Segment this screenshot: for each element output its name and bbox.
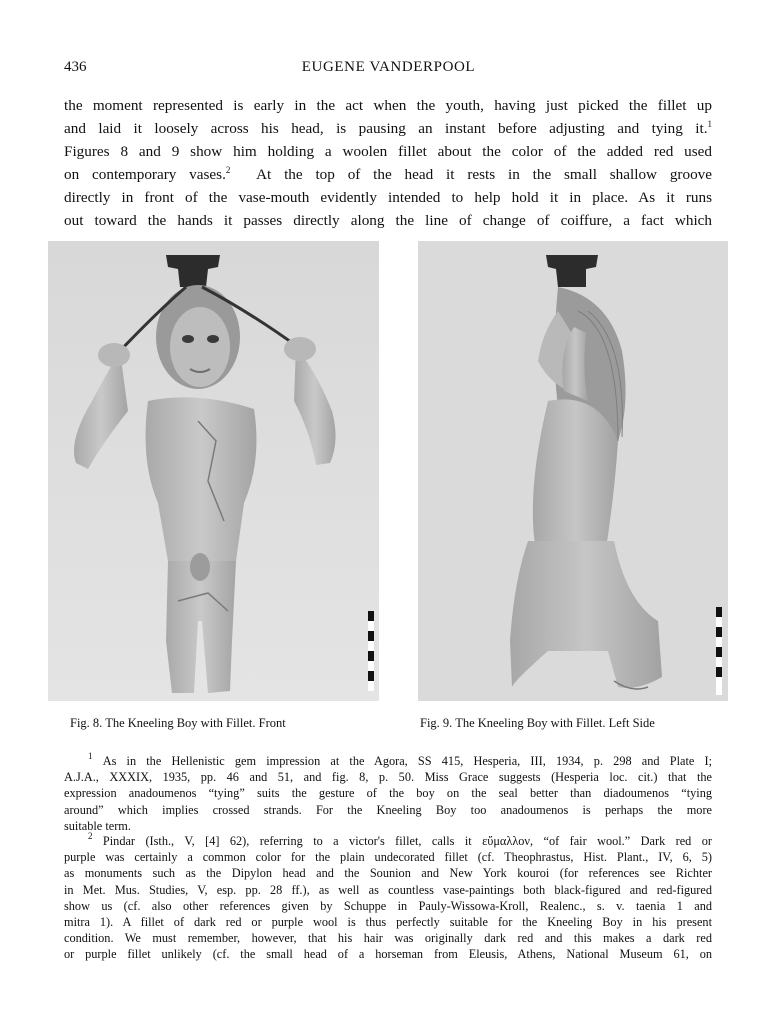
- footnote-line: suitable term.: [64, 818, 131, 833]
- body-line: out toward the hands it passes directly along the line of change of coiffure, a fact which: [64, 212, 712, 229]
- footnote-line: condition. We must remember, however, that his hair was originally dark red and this makes a dark red: [64, 931, 712, 946]
- footnote-line: expression anadoumenos “tying” suits the gesture of the boy on the seal better than diadoumenos “tying: [64, 786, 712, 801]
- body-line: Figures 8 and 9 show him holding a woolen fillet about the color of the added red used: [64, 143, 712, 160]
- footnote-line: mitra 1). A fillet of dark red or purple wool is thus perfectly suitable for the Kneeling Boy in his present: [64, 915, 712, 930]
- footnote-1: [64, 753, 712, 834]
- footnote-2: [64, 833, 712, 963]
- footnote-line: around” which implies crossed strands. For the Kneeling Boy too anadoumenos is perhaps the more: [64, 802, 712, 817]
- footnote-line: or purple fillet unlikely (cf. the small head of a horseman from Eleusis, Athens, National Museum 61, on: [64, 947, 712, 962]
- body-line: directly in front of the vase-mouth evidently intended to help hold it in place. As it runs: [64, 189, 712, 206]
- footnote-line: $^1$ As in the Hellenistic gem impression at the Agora, SS 415, Hesperia, III, 1934, p. 298 and Plate I;: [88, 751, 713, 768]
- body-line: the moment represented is early in the act when the youth, having just picked the fillet up: [64, 97, 712, 114]
- footnote-ref-1[interactable]: 1: [707, 119, 712, 129]
- footnote-line: $^2$ Pindar (Isth., V, [4] 62), referring to a victor's fillet, calls it εὔμαλλον, “of fair wool.” Dark red or: [88, 831, 712, 848]
- running-head-author: EUGENE VANDERPOOL: [301, 59, 476, 75]
- footnote-marker: 1: [88, 751, 93, 761]
- body-text: [64, 94, 712, 232]
- figure-9-caption: Fig. 9. The Kneeling Boy with Fillet. Left Side: [420, 716, 655, 730]
- footnote-line: in Met. Mus. Studies, V, esp. pp. 28 ff.), as well as countless vase-paintings both black-figured and red-figured: [64, 882, 712, 897]
- footnote-line: A.J.A., XXXIX, 1935, pp. 46 and 51, and fig. 8, p. 50. Miss Grace suggests (Hesperia loc. cit.) that the: [64, 770, 712, 785]
- figure-9-photo: [418, 241, 728, 701]
- footnote-marker: 2: [88, 831, 93, 841]
- footnote-line: show us (cf. also other references given by Schuppe in Pauly-Wissowa-Kroll, Realenc., s. v. taenia 1 and: [64, 898, 712, 913]
- footnote-line: as monuments such as the Dipylon head and the Sounion and New York kouroi (for references see Richter: [64, 866, 712, 881]
- figure-8-photo: [48, 241, 379, 701]
- page-number: 436: [64, 59, 87, 75]
- figure-8-caption: Fig. 8. The Kneeling Boy with Fillet. Front: [70, 716, 286, 730]
- body-line: and laid it loosely across his head, is pausing an instant before adjusting and tying it.$^1$: [64, 119, 712, 137]
- body-line: on contemporary vases.$^2$ At the top of the head it rests in the small shallow groove: [64, 165, 713, 183]
- footnote-ref-2[interactable]: 2: [225, 165, 231, 175]
- footnote-line: purple was certainly a common color for the plain undecorated fillet (cf. Theophrastus, Hist. Plant., IV, 6, 5): [64, 850, 712, 865]
